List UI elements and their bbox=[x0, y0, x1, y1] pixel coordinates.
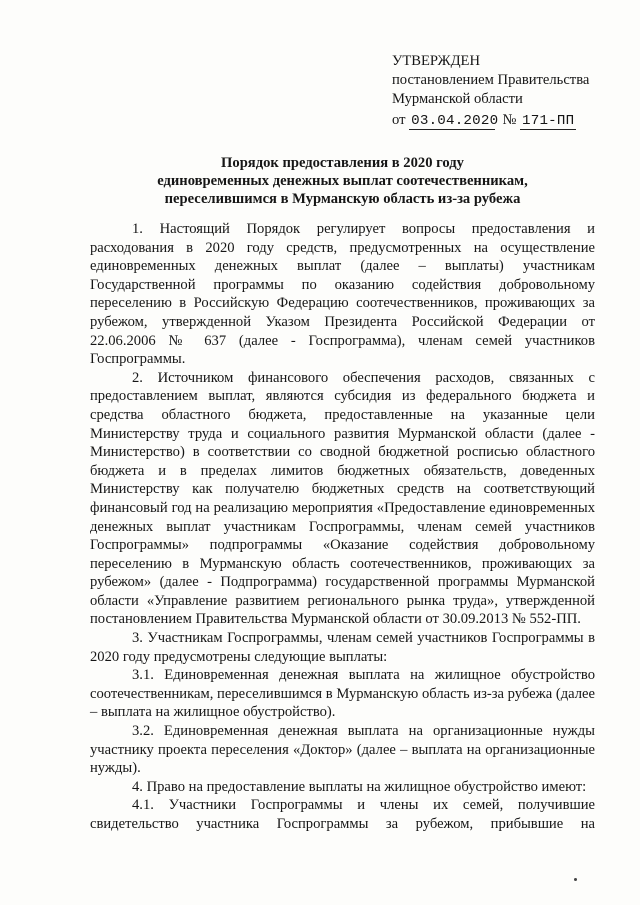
approval-stamp bbox=[392, 52, 589, 130]
paragraph: 3. Участникам Госпрограммы, членам семей участников Госпрограммы в 2020 году предусмотрены следующие выплаты: bbox=[90, 630, 595, 665]
approval-heading: УТВЕРЖДЕН bbox=[392, 53, 480, 69]
approval-issuer: постановлением Правительства bbox=[392, 72, 590, 88]
document-title bbox=[90, 154, 595, 208]
approval-date-line bbox=[392, 111, 589, 130]
title-line-2: единовременных денежных выплат соотечественникам, bbox=[157, 173, 528, 189]
title-line-3: переселившимся в Мурманскую область из-за рубежа bbox=[164, 191, 521, 207]
date-prefix: от bbox=[392, 112, 406, 128]
paragraph: 4.1. Участники Госпрограммы и члены их семей, получившие свидетельство участника Госпрограммы за рубежом, прибывшие на bbox=[90, 797, 595, 832]
document-body bbox=[90, 220, 595, 834]
number-sign: № bbox=[502, 112, 517, 128]
scan-speck bbox=[574, 878, 577, 881]
approval-date: 03.04.2020 bbox=[411, 113, 499, 129]
title-line-1: Порядок предоставления в 2020 году bbox=[221, 155, 464, 171]
paragraph: 2. Источником финансового обеспечения расходов, связанных с предоставлением выплат, являются субсидия из федерального бюджета и средства областного бюджета, предоставленные на указанные цели Министерству труда и социального развития Мурманской области (далее - Министерство) в соответствии со сводной бюджетной росписью областного бюджета и в пределах лимитов бюджетных обязательств, доведенных Министерству как получателю бюджетных средств на соответствующий финансовый год на реализацию мероприятия «Предоставление единовременных денежных выплат участникам Госпрограммы, членам семей участников Госпрограммы» подпрограммы «Оказание содействия добровольному переселению в Мурманскую область соотечественников, проживающих за рубежом» (далее - Подпрограмма) государственной программы Мурманской области «Управление развитием регионального рынка труда», утвержденной постановлением Правительства Мурманской области от 30.09.2013 № 552-ПП. bbox=[90, 369, 595, 628]
paragraph: 3.1. Единовременная денежная выплата на жилищное обустройство соотечественникам, переселившимся в Мурманскую область из-за рубежа (далее – выплата на жилищное обустройство). bbox=[90, 667, 595, 721]
paragraph: 3.2. Единовременная денежная выплата на организационные нужды участнику проекта переселения «Доктор» (далее – выплата на организационные нужды). bbox=[90, 723, 595, 777]
paragraph: 1. Настоящий Порядок регулирует вопросы предоставления и расходования в 2020 году средств, предусмотренных на осуществление единовременных денежных выплат (далее – выплаты) участникам Государственной программы по оказанию содействия добровольному переселению в Российскую Федерацию соотечественников, проживающих за рубежом, утвержденной Указом Президента Российской Федерации от 22.06.2006 № 637 (далее - Госпрограмма), членам семей участников Госпрограммы. bbox=[90, 221, 595, 368]
approval-region: Мурманской области bbox=[392, 91, 523, 107]
approval-number: 171-ПП bbox=[522, 113, 575, 129]
paragraph: 4. Право на предоставление выплаты на жилищное обустройство имеют: bbox=[132, 778, 587, 795]
